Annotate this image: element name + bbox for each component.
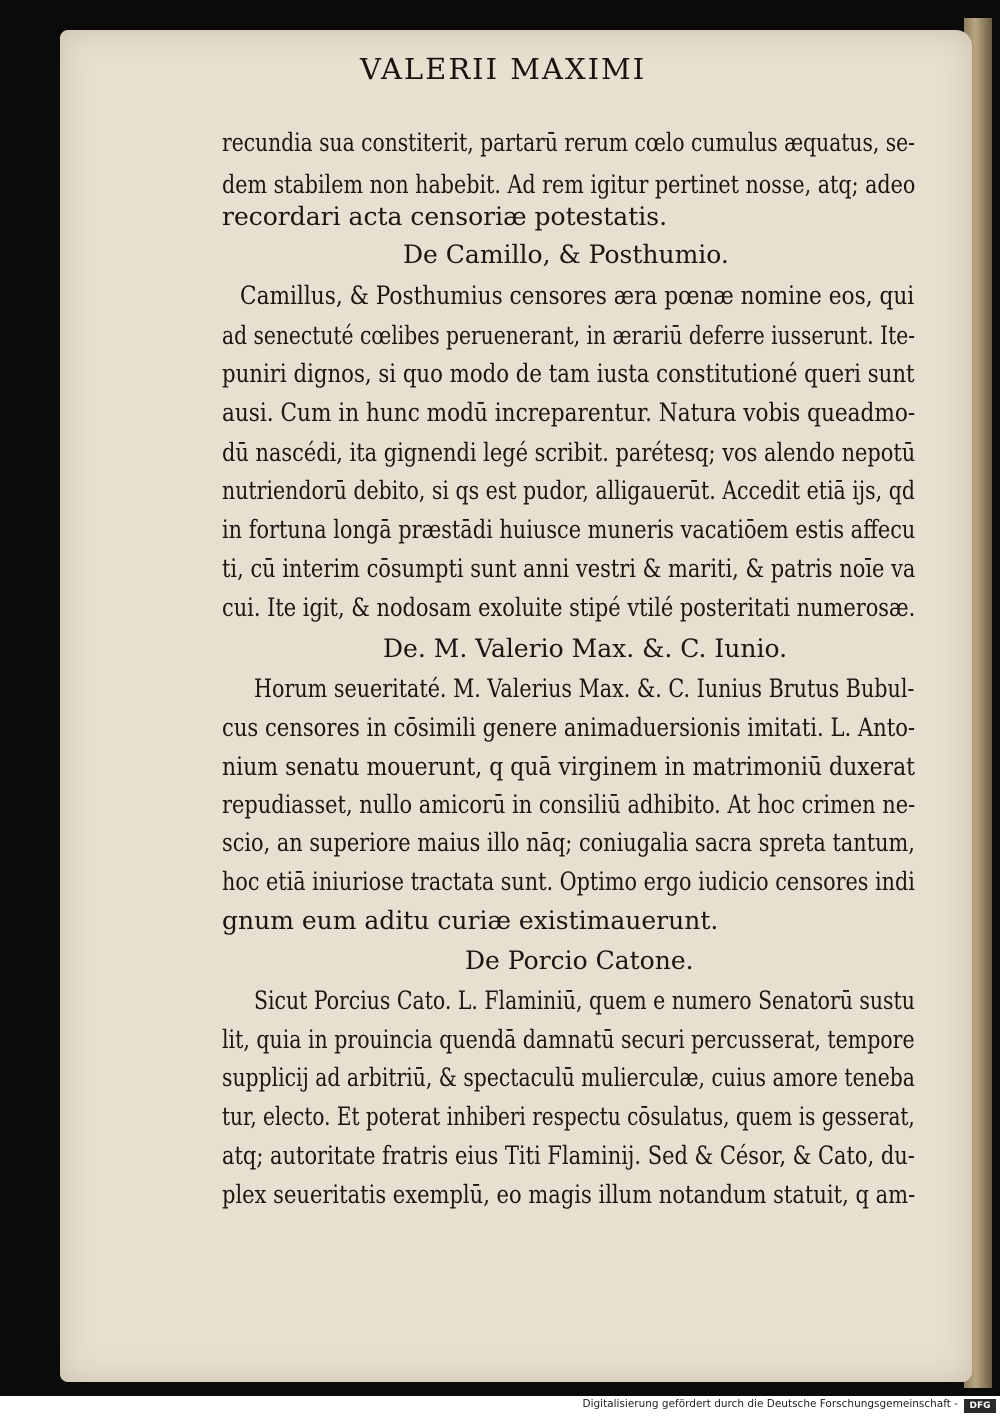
text-line: nutriendorū debito, si qs est pudor, alligauerūt. Accedit etiā ijs, qd xyxy=(222,476,915,505)
text-line: nium senatu mouerunt, q quā virginem in matrimoniū duxerat xyxy=(222,752,916,781)
text-line: lit, quia in prouincia quendā damnatū securi percusserat, tempore xyxy=(222,1025,915,1054)
text-line: in fortuna longā præstādi huiusce muneris vacatiōem estis affecu xyxy=(222,515,916,544)
text-line: hoc etiā iniuriose tractata sunt. Optimo ergo iudicio censores indi xyxy=(222,867,915,896)
text-line: dem stabilem non habebit. Ad rem igitur pertinet nosse, atq; adeo xyxy=(222,170,916,199)
text-line: puniri dignos, si quo modo de tam iusta constitutioné queri sunt xyxy=(222,359,915,388)
running-title: VALERII MAXIMI xyxy=(360,52,647,86)
section-heading: De. M. Valerio Max. &. C. Iunio. xyxy=(383,634,788,663)
text-line: cui. Ite igit, & nodosam exoluite stipé vtilé posteritati numerosæ. xyxy=(222,593,916,622)
footer-bar xyxy=(0,1396,1000,1417)
text-line: cus censores in cōsimili genere animaduersionis imitati. L. Anto- xyxy=(222,713,916,742)
text-line: ti, cū interim cōsumpti sunt anni vestri & mariti, & patris noīe va xyxy=(222,554,916,583)
text-line: scio, an superiore maius illo nāq; coniugalia sacra spreta tantum, xyxy=(222,828,915,857)
text-line: ausi. Cum in hunc modū increparentur. Natura vobis queadmo- xyxy=(222,398,916,427)
section-heading: De Porcio Catone. xyxy=(465,946,694,975)
text-line: atq; autoritate fratris eius Titi Flaminij. Sed & Césor, & Cato, du- xyxy=(222,1141,915,1170)
text-line: Horum seueritaté. M. Valerius Max. &. C. Iunius Brutus Bubul- xyxy=(254,674,915,703)
text-line: ad senectuté cœlibes peruenerant, in ærariū deferre iusserunt. Ite- xyxy=(222,321,916,350)
text-line: recundia sua constiterit, partarū rerum cœlo cumulus æquatus, se- xyxy=(222,128,916,157)
funding-note: Digitalisierung gefördert durch die Deutsche Forschungsgemeinschaft - xyxy=(582,1398,958,1410)
text-line: Sicut Porcius Cato. L. Flaminiū, quem e numero Senatorū sustu xyxy=(254,986,915,1015)
text-line: Camillus, & Posthumius censores æra pœnæ nomine eos, qui xyxy=(240,281,915,310)
text-line: gnum eum aditu curiæ existimauerunt. xyxy=(222,906,719,935)
text-line: supplicij ad arbitriū, & spectaculū mulierculæ, cuius amore teneba xyxy=(222,1063,915,1092)
text-line: dū nascédi, ita gignendi legé scribit. parétesq; vos alendo nepotū xyxy=(222,438,916,467)
text-line: plex seueritatis exemplū, eo magis illum notandum statuit, q am- xyxy=(222,1180,916,1209)
text-line: tur, electo. Et poterat inhiberi respectu cōsulatus, quem is gesserat, xyxy=(222,1102,915,1131)
text-line: repudiasset, nullo amicorū in consiliū adhibito. At hoc crimen ne- xyxy=(222,790,916,819)
section-heading: De Camillo, & Posthumio. xyxy=(403,240,729,269)
dfg-logo: DFG xyxy=(964,1399,996,1413)
text-line: recordari acta censoriæ potestatis. xyxy=(222,202,668,231)
